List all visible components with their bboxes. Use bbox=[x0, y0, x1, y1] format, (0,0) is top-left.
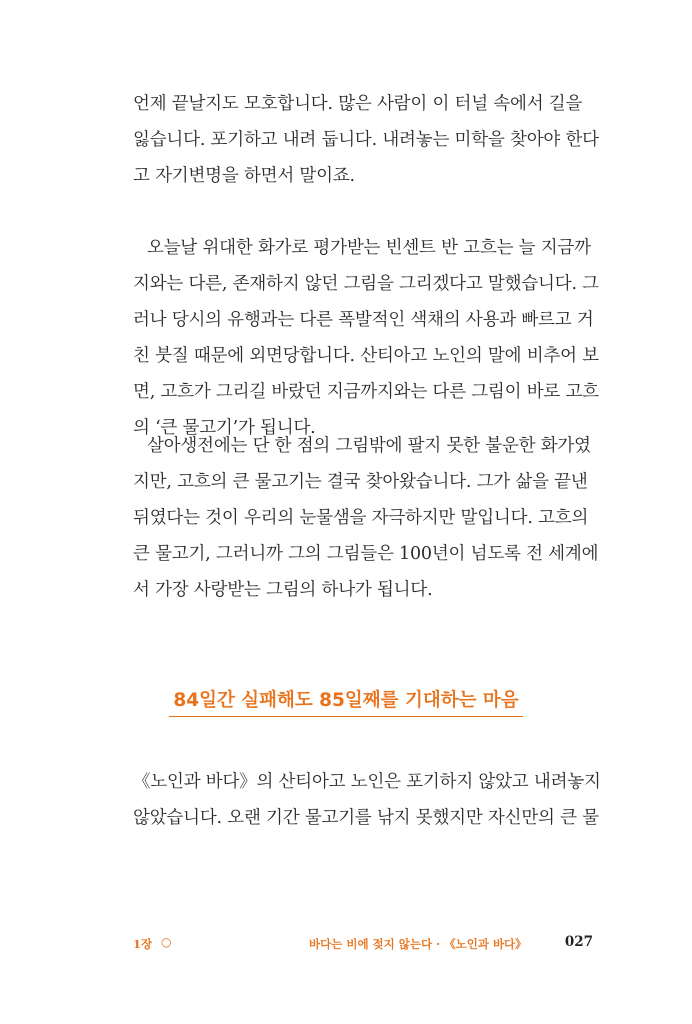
text-line: 뒤였다는 것이 우리의 눈물샘을 자극하지만 말입니다. 고흐의 bbox=[133, 508, 589, 528]
text-line: 지와는 다른, 존재하지 않던 그림을 그리겠다고 말했습니다. 그 bbox=[133, 274, 599, 294]
paragraph-2 bbox=[133, 230, 599, 446]
text-line: 오늘날 위대한 화가로 평가받는 빈센트 반 고흐는 늘 지금까 bbox=[147, 238, 591, 258]
paragraph-4 bbox=[133, 764, 601, 836]
text-line: 지만, 고흐의 큰 물고기는 결국 찾아왔습니다. 그가 삶을 끝낸 bbox=[133, 472, 588, 492]
text-line: 서 가장 사랑받는 그림의 하나가 됩니다. bbox=[133, 580, 433, 600]
circle-icon: ○ bbox=[161, 935, 172, 949]
text-line: 러나 당시의 유행과는 다른 폭발적인 색채의 사용과 빠르고 거 bbox=[133, 310, 594, 330]
section-heading-wrap bbox=[0, 686, 692, 717]
section-heading: 84일간 실패해도 85일째를 기대하는 마음 bbox=[169, 686, 522, 717]
page-number: 027 bbox=[564, 934, 593, 950]
footer-running-title: 바다는 비에 젖지 않는다 · 《노인과 바다》 bbox=[309, 937, 527, 951]
text-line: 의 ‘큰 물고기’가 됩니다. bbox=[133, 418, 316, 438]
footer-chapter: 1장 bbox=[133, 937, 153, 951]
page-footer bbox=[133, 934, 593, 956]
text-line: 고 자기변명을 하면서 말이죠. bbox=[133, 166, 355, 186]
text-line: 살아생전에는 단 한 점의 그림밖에 팔지 못한 불운한 화가였 bbox=[147, 436, 591, 456]
paragraph-3 bbox=[133, 428, 599, 608]
text-line: 《노인과 바다》의 산티아고 노인은 포기하지 않았고 내려놓지 bbox=[133, 772, 601, 792]
text-line: 언제 끝날지도 모호합니다. 많은 사람이 이 터널 속에서 길을 bbox=[133, 94, 583, 114]
text-line: 친 붓질 때문에 외면당합니다. 산티아고 노인의 말에 비추어 보 bbox=[133, 346, 599, 366]
text-line: 않았습니다. 오랜 기간 물고기를 낚지 못했지만 자신만의 큰 물 bbox=[133, 808, 599, 828]
text-line: 면, 고흐가 그리길 바랐던 지금까지와는 다른 그림이 바로 고흐 bbox=[133, 382, 599, 402]
text-line: 큰 물고기, 그러니까 그의 그림들은 100년이 넘도록 전 세계에 bbox=[133, 544, 599, 564]
paragraph-1 bbox=[133, 86, 599, 194]
text-line: 잃습니다. 포기하고 내려 둡니다. 내려놓는 미학을 찾아야 한다 bbox=[133, 130, 599, 150]
